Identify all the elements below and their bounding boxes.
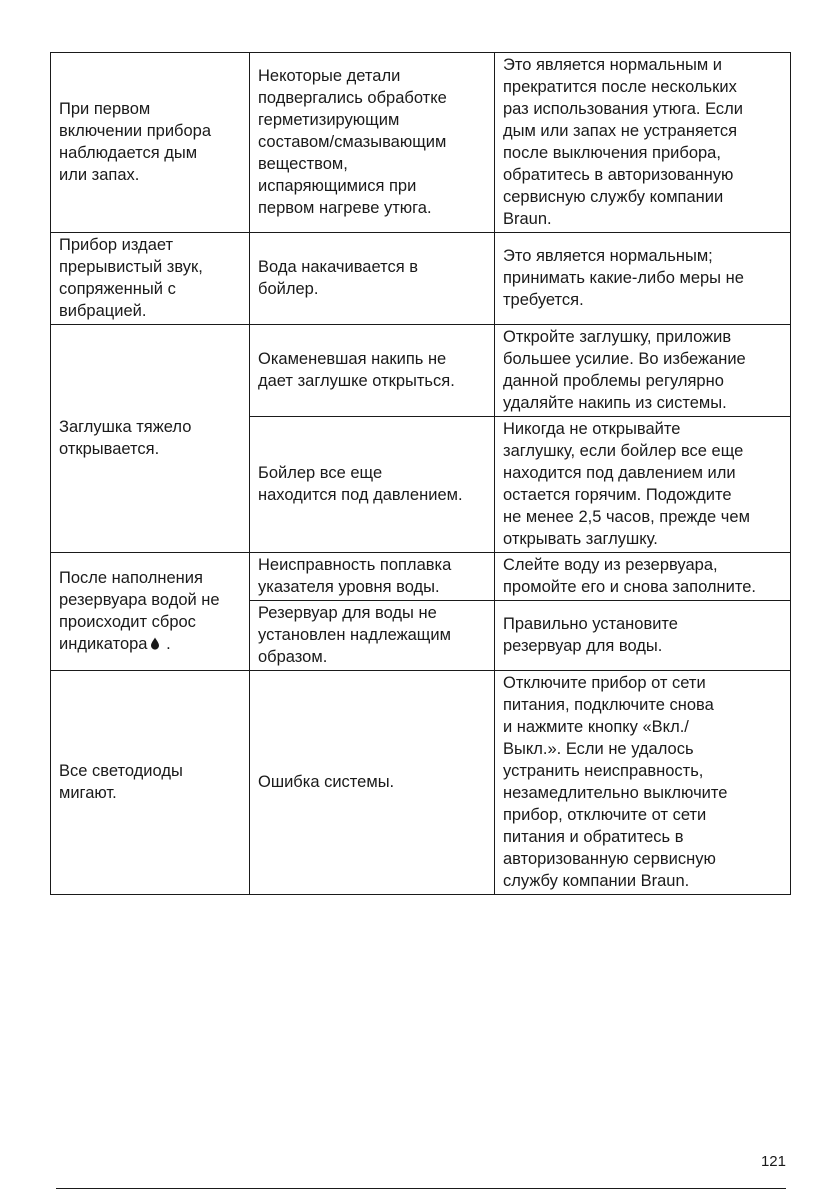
cause-cell: Бойлер все еще находится под давлением. bbox=[250, 417, 495, 553]
solution-cell: Отключите прибор от сети питания, подключите снова и нажмите кнопку «Вкл./ Выкл.». Если не удалось устранить неисправность, незамедлительно выключите прибор, отключите от сети питания и обратитесь в авторизованную сервисную службу компании Braun. bbox=[495, 671, 791, 895]
problem-cell: При первом включении прибора наблюдается дым или запах. bbox=[51, 53, 250, 233]
solution-cell: Никогда не открывайте заглушку, если бойлер все еще находится под давлением или остается горячим. Подождите не менее 2,5 часов, прежде чем открывать заглушку. bbox=[495, 417, 791, 553]
troubleshooting-table bbox=[50, 52, 791, 895]
cause-cell: Резервуар для воды не установлен надлежащим образом. bbox=[250, 601, 495, 671]
solution-cell: Это является нормальным и прекратится после нескольких раз использования утюга. Если дым или запах не устраняется после выключения прибора, обратитесь в авторизованную сервисную службу компании Braun. bbox=[495, 53, 791, 233]
problem-cell: Все светодиоды мигают. bbox=[51, 671, 250, 895]
table-row bbox=[51, 671, 791, 895]
solution-cell: Правильно установите резервуар для воды. bbox=[495, 601, 791, 671]
problem-cell: Прибор издает прерывистый звук, сопряженный с вибрацией. bbox=[51, 233, 250, 325]
cause-cell: Неисправность поплавка указателя уровня воды. bbox=[250, 553, 495, 601]
problem-cell: Заглушка тяжело открывается. bbox=[51, 325, 250, 553]
cause-cell: Вода накачивается в бойлер. bbox=[250, 233, 495, 325]
solution-cell: Слейте воду из резервуара, промойте его и снова заполните. bbox=[495, 553, 791, 601]
solution-cell: Это является нормальным; принимать какие-либо меры не требуется. bbox=[495, 233, 791, 325]
table-row bbox=[51, 53, 791, 233]
footer-divider bbox=[56, 1188, 786, 1189]
table-row bbox=[51, 553, 791, 601]
problem-cell bbox=[51, 553, 250, 671]
cause-cell: Некоторые детали подвергались обработке герметизирующим составом/смазывающим веществом, испаряющимися при первом нагреве утюга. bbox=[250, 53, 495, 233]
solution-cell: Откройте заглушку, приложив большее усилие. Во избежание данной проблемы регулярно удаляйте накипь из системы. bbox=[495, 325, 791, 417]
cause-cell: Ошибка системы. bbox=[250, 671, 495, 895]
problem-text: После наполнения резервуара водой не происходит сброс индикатора bbox=[59, 569, 220, 653]
page-number: 121 bbox=[760, 1153, 786, 1170]
problem-suffix: . bbox=[161, 635, 171, 653]
water-drop-icon bbox=[150, 637, 160, 650]
table-row bbox=[51, 325, 791, 417]
table-row bbox=[51, 233, 791, 325]
cause-cell: Окаменевшая накипь не дает заглушке открыться. bbox=[250, 325, 495, 417]
